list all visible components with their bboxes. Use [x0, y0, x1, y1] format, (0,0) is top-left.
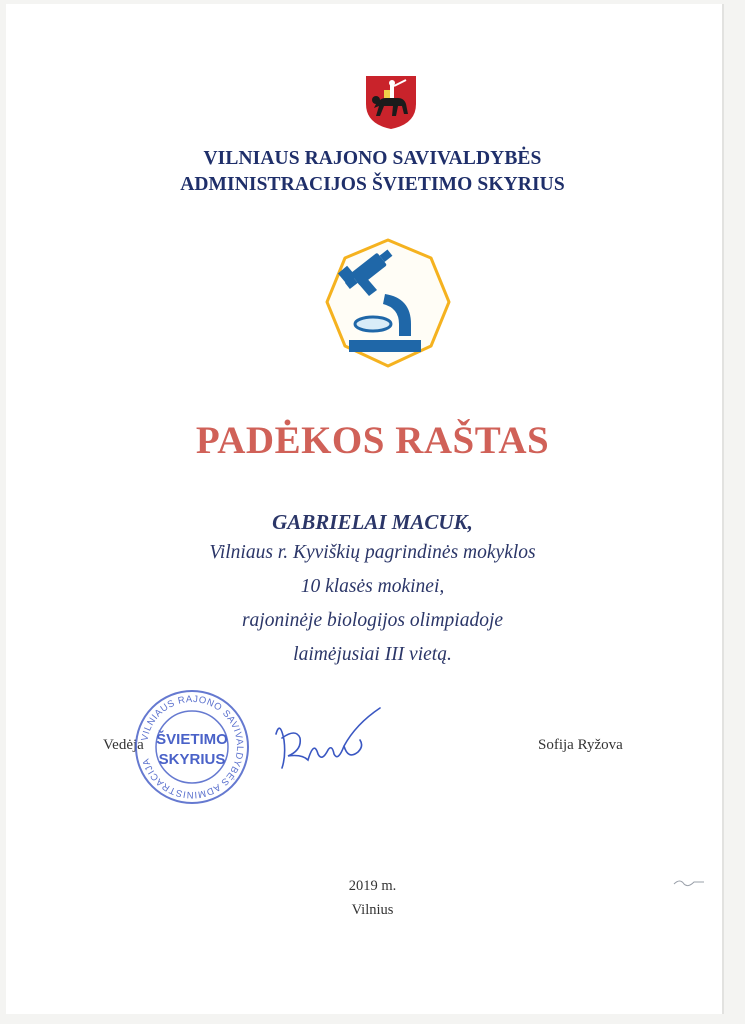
certificate-title: PADĖKOS RAŠTAS — [195, 419, 550, 462]
stamp-center-line-1: ŠVIETIMO — [156, 731, 228, 748]
handwritten-signature — [262, 700, 392, 780]
coat-of-arms-icon — [364, 74, 418, 130]
signer-role: Vedėja — [103, 737, 144, 753]
official-stamp — [133, 688, 251, 806]
issue-year: 2019 m. — [348, 878, 397, 894]
microscope-icon — [323, 236, 453, 370]
issuer-line-2: ADMINISTRACIJOS ŠVIETIMO SKYRIUS — [180, 174, 565, 195]
issuer-line-1: VILNIAUS RAJONO SAVIVALDYBĖS — [203, 148, 542, 169]
issue-city: Vilnius — [351, 902, 394, 918]
signer-name: Sofija Ryžova — [538, 737, 623, 753]
recipient-class-line: 10 klasės mokinei, — [300, 576, 445, 597]
recipient-name: GABRIELAI MACUK, — [272, 510, 473, 534]
recipient-school-line: Vilniaus r. Kyviškių pagrindinės mokyklos — [209, 542, 536, 563]
stamp-ring-text: VILNIAUS RAJONO SAVIVALDYBĖS ADMINISTRACIJA — [139, 693, 246, 801]
achievement-place-line: laimėjusiai III vietą. — [293, 644, 452, 665]
pen-mark — [672, 876, 706, 890]
achievement-line: rajoninėje biologijos olimpiadoje — [241, 610, 504, 631]
stamp-center-line-2: SKYRIUS — [158, 751, 226, 768]
